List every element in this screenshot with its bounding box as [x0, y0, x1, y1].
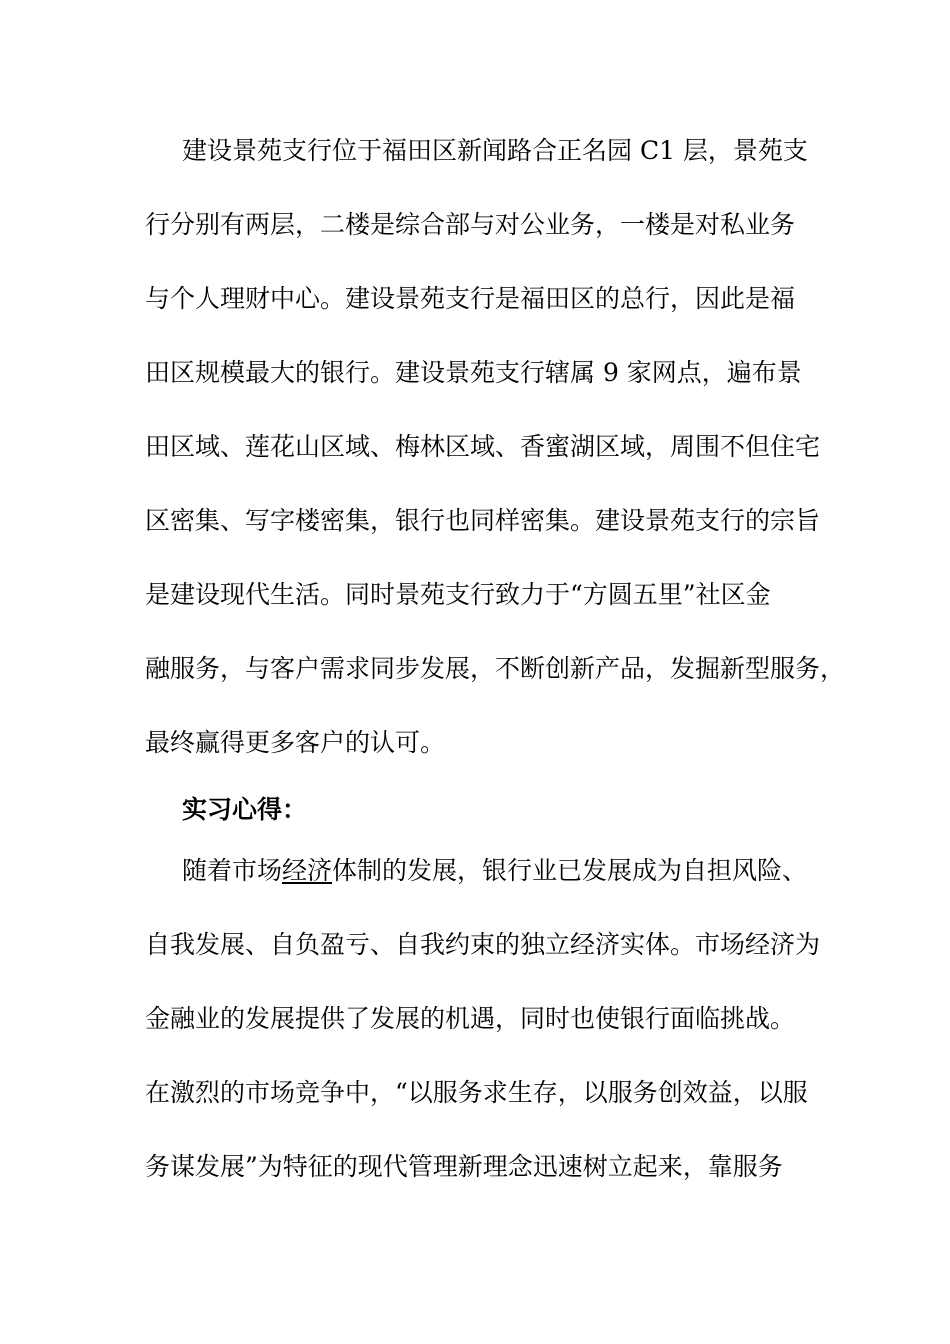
paragraph-line: 金融业的发展提供了发展的机遇，同时也使银行面临挑战。	[145, 1004, 796, 1033]
paragraph-line: 田区域、莲花山区域、梅林区域、香蜜湖区域，周围不但住宅	[145, 432, 821, 461]
paragraph-line: 务谋发展”为特征的现代管理新理念迅速树立起来，靠服务	[145, 1152, 783, 1181]
line-text: 体制的发展，银行业已发展成为自担风险、	[332, 856, 808, 885]
paragraph-line: 最终赢得更多客户的认可。	[145, 728, 446, 757]
paragraph-line: 与个人理财中心。建设景苑支行是福田区的总行，因此是福	[145, 284, 796, 313]
line-text: 随着市场	[182, 856, 283, 885]
paragraph-line: 在激烈的市场竞争中，“以服务求生存，以服务创效益，以服	[145, 1078, 808, 1107]
paragraph-line: 融服务，与客户需求同步发展，不断创新产品，发掘新型服务，	[145, 654, 846, 683]
paragraph-line: 区密集、写字楼密集，银行也同样密集。建设景苑支行的宗旨	[145, 506, 821, 535]
section-heading: 实习心得：	[182, 795, 308, 824]
underlined-term: 经济	[282, 856, 333, 885]
paragraph-line: 建设景苑支行位于福田区新闻路合正名园 C1 层，景苑支	[182, 136, 808, 165]
paragraph-line: 是建设现代生活。同时景苑支行致力于“方圆五里”社区金	[145, 580, 771, 609]
paragraph-line: 田区规模最大的银行。建设景苑支行辖属 9 家网点，遍布景	[145, 358, 802, 387]
paragraph-line: 行分别有两层，二楼是综合部与对公业务，一楼是对私业务	[145, 210, 796, 239]
paragraph-line	[182, 856, 807, 886]
paragraph-line: 自我发展、自负盈亏、自我约束的独立经济实体。市场经济为	[145, 930, 821, 959]
